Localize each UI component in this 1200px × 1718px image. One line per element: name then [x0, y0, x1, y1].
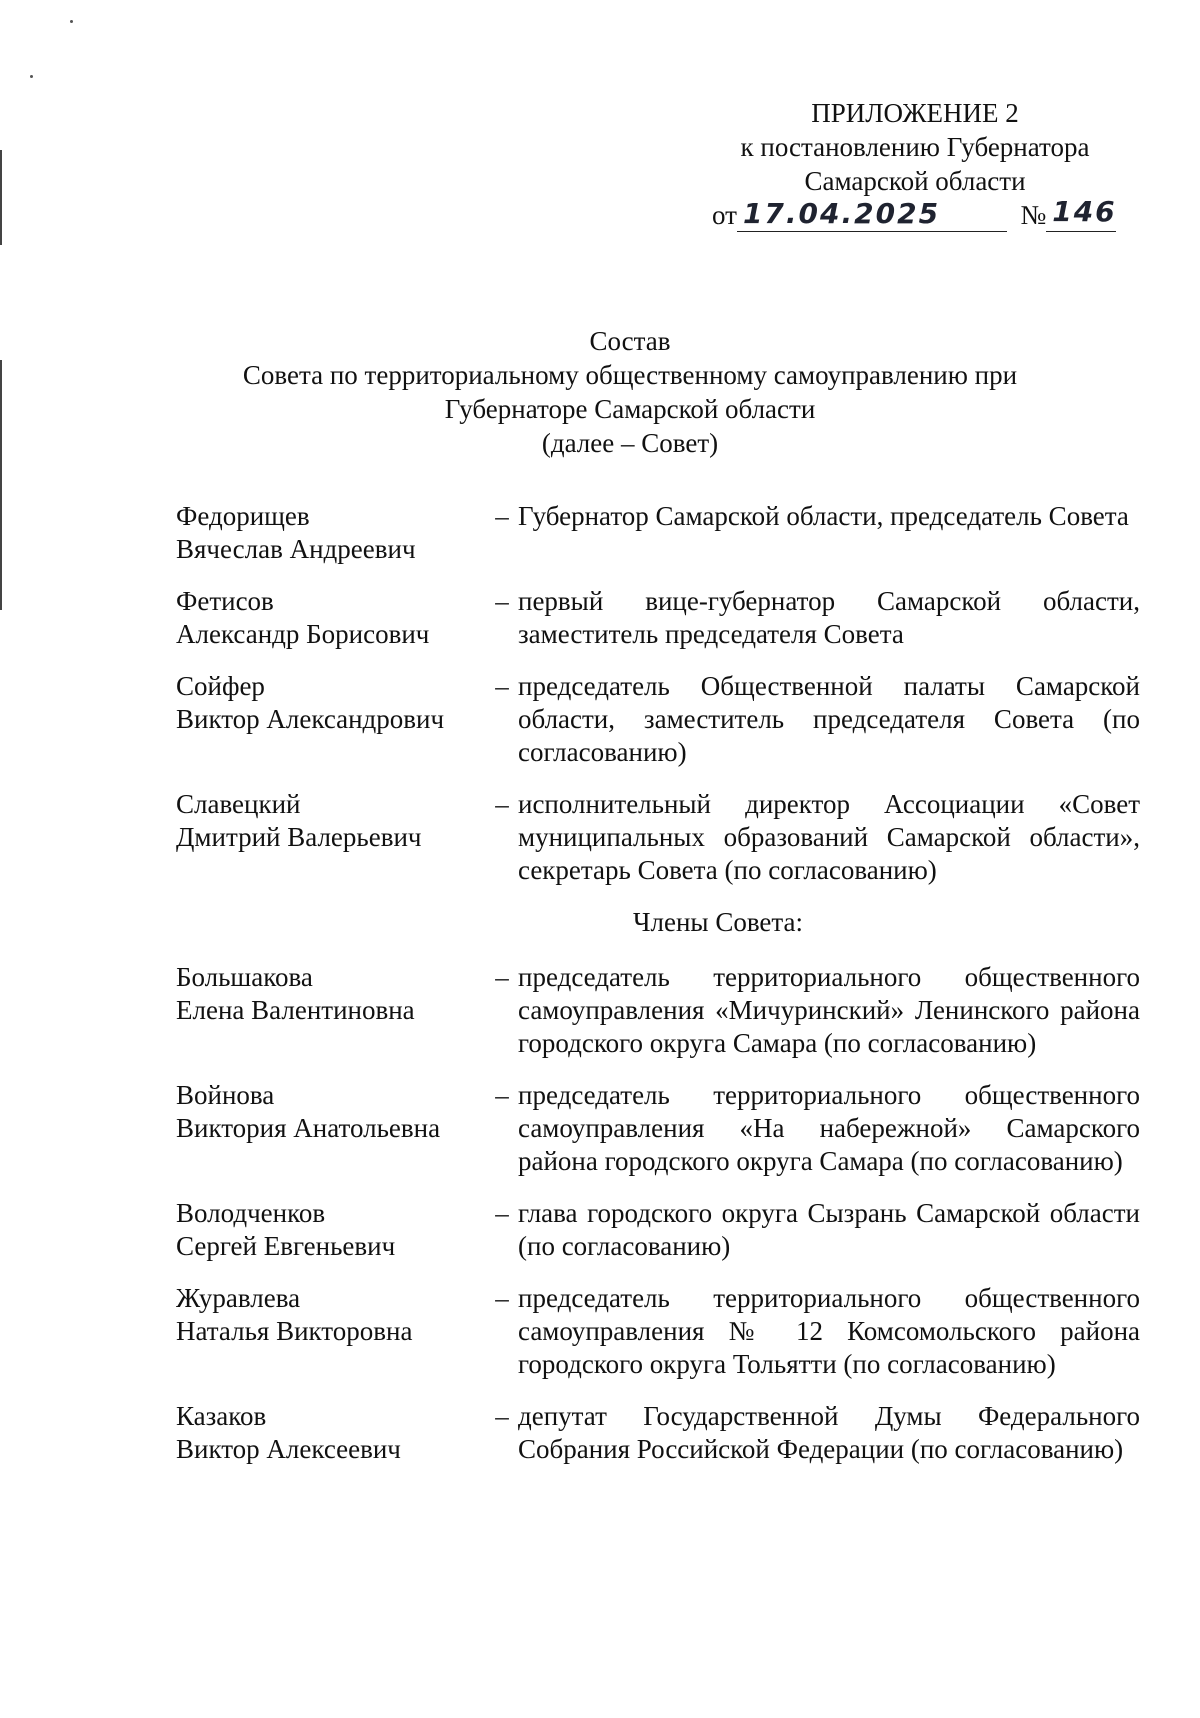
dash: – [495, 501, 509, 531]
member-name [176, 585, 486, 651]
member-name [176, 670, 486, 769]
member-given-names: Виктория Анатольевна [176, 1113, 441, 1143]
member-given-names: Наталья Викторовна [176, 1316, 413, 1346]
roster-row [176, 961, 1140, 1060]
dash: – [495, 671, 509, 701]
member-name [176, 1197, 486, 1263]
member-given-names: Дмитрий Валерьевич [176, 822, 422, 852]
scan-speck [30, 75, 33, 78]
roster-row [176, 1400, 1140, 1466]
dash: – [495, 1080, 509, 1110]
member-surname: Сойфер [176, 671, 265, 701]
dash: – [495, 962, 509, 992]
member-surname: Казаков [176, 1401, 267, 1431]
roster-row [176, 585, 1140, 651]
member-given-names: Вячеслав Андреевич [176, 534, 416, 564]
member-surname: Фетисов [176, 586, 274, 616]
member-role: Губернатор Самарской области, председатель Совета [518, 501, 1129, 531]
member-name [176, 1282, 486, 1381]
member-surname: Журавлева [176, 1283, 301, 1313]
member-name [176, 1079, 486, 1178]
council-roster [176, 500, 1140, 1485]
member-role: депутат Государственной Думы Федерального Собрания Российской Федерации (по согласованию) [518, 1401, 1140, 1464]
roster-row [176, 670, 1140, 769]
member-role: исполнительный директор Ассоциации «Совет муниципальных образований Самарской области», секретарь Совета (по согласованию) [518, 789, 1140, 885]
dash: – [495, 1401, 509, 1431]
handwritten-date: 17.04.2025 [742, 197, 941, 230]
title-line-1: Состав [589, 326, 671, 356]
document-title [200, 324, 1060, 460]
roster-row [176, 788, 1140, 887]
number-prefix: № [1020, 200, 1047, 230]
member-role: председатель Общественной палаты Самарской области, заместитель председателя Совета (по согласованию) [518, 671, 1140, 767]
member-given-names: Виктор Алексеевич [176, 1434, 401, 1464]
date-prefix: от [712, 200, 737, 230]
roster-row [176, 1079, 1140, 1178]
number-field [1046, 195, 1117, 232]
members-heading: Члены Совета: [632, 907, 804, 937]
roster-row [176, 500, 1140, 566]
member-role: председатель территориального общественного самоуправления № 12 Комсомольского района городского округа Тольятти (по согласованию) [518, 1283, 1140, 1379]
date-field [737, 197, 1007, 232]
roster-row [176, 1282, 1140, 1381]
scan-speck [70, 20, 73, 23]
member-given-names: Елена Валентиновна [176, 995, 415, 1025]
member-surname: Федорищев [176, 501, 310, 531]
member-role: председатель территориального общественного самоуправления «На набережной» Самарского района городского округа Самара (по согласованию) [518, 1080, 1140, 1176]
appendix-header [700, 96, 1130, 232]
roster-row [176, 1197, 1140, 1263]
member-name [176, 788, 486, 887]
handwritten-number: 146 [1052, 195, 1117, 228]
member-given-names: Александр Борисович [176, 619, 430, 649]
member-given-names: Виктор Александрович [176, 704, 445, 734]
member-role: председатель территориального общественного самоуправления «Мичуринский» Ленинского района городского округа Самара (по согласованию) [518, 962, 1140, 1058]
member-role: глава городского округа Сызрань Самарской области (по согласованию) [518, 1198, 1140, 1261]
member-given-names: Сергей Евгеньевич [176, 1231, 396, 1261]
dash: – [495, 789, 509, 819]
title-line-3: Губернаторе Самарской области [444, 394, 816, 424]
member-surname: Большакова [176, 962, 313, 992]
dash: – [495, 1198, 509, 1228]
binder-mark [0, 150, 2, 245]
member-name [176, 500, 486, 566]
dash: – [495, 1283, 509, 1313]
appendix-region: Самарской области [804, 166, 1026, 196]
appendix-reference: к постановлению Губернатора [740, 132, 1090, 162]
binder-mark [0, 360, 2, 610]
member-surname: Войнова [176, 1080, 275, 1110]
member-surname: Славецкий [176, 789, 301, 819]
appendix-label: ПРИЛОЖЕНИЕ 2 [811, 98, 1019, 128]
title-line-2: Совета по территориальному общественному самоуправлению при [242, 360, 1018, 390]
member-name [176, 1400, 486, 1466]
member-role: первый вице-губернатор Самарской области, заместитель председателя Совета [518, 586, 1140, 649]
decree-date-line [712, 195, 1130, 232]
dash: – [495, 586, 509, 616]
member-surname: Володченков [176, 1198, 326, 1228]
member-name [176, 961, 486, 1060]
title-line-4: (далее – Совет) [541, 428, 719, 458]
